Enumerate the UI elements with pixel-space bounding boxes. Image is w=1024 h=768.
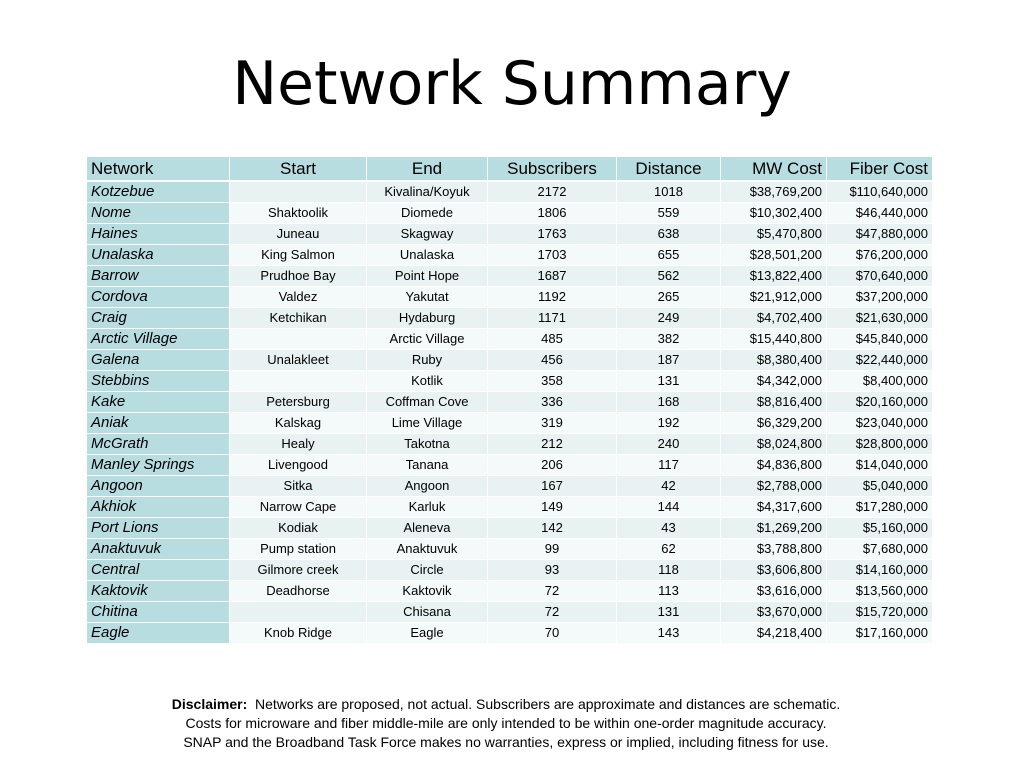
cell-end: Chisana: [367, 602, 488, 623]
cell-fiber-cost: $22,440,000: [827, 350, 933, 371]
cell-network: Galena: [87, 350, 230, 371]
cell-start: [230, 602, 367, 623]
cell-mw-cost: $13,822,400: [721, 266, 827, 287]
cell-start: Narrow Cape: [230, 497, 367, 518]
cell-fiber-cost: $14,040,000: [827, 455, 933, 476]
cell-mw-cost: $2,788,000: [721, 476, 827, 497]
cell-network: Manley Springs: [87, 455, 230, 476]
cell-network: Arctic Village: [87, 329, 230, 350]
disclaimer-line-3: SNAP and the Broadband Task Force makes no warranties, express or implied, including fitness for use.: [183, 734, 829, 750]
cell-network: Angoon: [87, 476, 230, 497]
cell-network: Eagle: [87, 623, 230, 644]
cell-end: Anaktuvuk: [367, 539, 488, 560]
cell-subscribers: 206: [488, 455, 617, 476]
cell-distance: 562: [617, 266, 721, 287]
cell-network: Aniak: [87, 413, 230, 434]
cell-end: Kivalina/Koyuk: [367, 181, 488, 203]
cell-mw-cost: $28,501,200: [721, 245, 827, 266]
cell-end: Aleneva: [367, 518, 488, 539]
column-header-distance: Distance: [617, 157, 721, 182]
cell-start: Ketchikan: [230, 308, 367, 329]
cell-subscribers: 1806: [488, 203, 617, 224]
cell-mw-cost: $15,440,800: [721, 329, 827, 350]
column-header-end: End: [367, 157, 488, 182]
cell-distance: 265: [617, 287, 721, 308]
cell-mw-cost: $8,380,400: [721, 350, 827, 371]
cell-fiber-cost: $5,160,000: [827, 518, 933, 539]
cell-start: Juneau: [230, 224, 367, 245]
table-row: [87, 497, 933, 518]
cell-distance: 131: [617, 602, 721, 623]
cell-distance: 192: [617, 413, 721, 434]
cell-network: Haines: [87, 224, 230, 245]
cell-distance: 249: [617, 308, 721, 329]
cell-network: Akhiok: [87, 497, 230, 518]
cell-mw-cost: $6,329,200: [721, 413, 827, 434]
table-header-row: [87, 157, 933, 182]
table-row: [87, 455, 933, 476]
cell-distance: 143: [617, 623, 721, 644]
disclaimer-line-2: Costs for microware and fiber middle-mile are only intended to be within one-order magnitude accuracy.: [185, 715, 827, 731]
table-row: [87, 266, 933, 287]
cell-network: Barrow: [87, 266, 230, 287]
column-header-fiber-cost: Fiber Cost: [827, 157, 933, 182]
cell-end: Coffman Cove: [367, 392, 488, 413]
cell-end: Circle: [367, 560, 488, 581]
cell-subscribers: 99: [488, 539, 617, 560]
cell-start: Valdez: [230, 287, 367, 308]
cell-subscribers: 212: [488, 434, 617, 455]
cell-mw-cost: $3,788,800: [721, 539, 827, 560]
table-row: [87, 560, 933, 581]
cell-end: Lime Village: [367, 413, 488, 434]
table-row: [87, 539, 933, 560]
cell-fiber-cost: $15,720,000: [827, 602, 933, 623]
cell-distance: 168: [617, 392, 721, 413]
cell-subscribers: 2172: [488, 181, 617, 203]
cell-end: Diomede: [367, 203, 488, 224]
cell-end: Kaktovik: [367, 581, 488, 602]
page-title: Network Summary: [232, 49, 792, 119]
cell-network: Central: [87, 560, 230, 581]
cell-start: [230, 371, 367, 392]
cell-end: Tanana: [367, 455, 488, 476]
cell-distance: 144: [617, 497, 721, 518]
cell-distance: 240: [617, 434, 721, 455]
cell-fiber-cost: $110,640,000: [827, 181, 933, 203]
cell-distance: 655: [617, 245, 721, 266]
cell-fiber-cost: $8,400,000: [827, 371, 933, 392]
cell-mw-cost: $8,024,800: [721, 434, 827, 455]
cell-mw-cost: $3,616,000: [721, 581, 827, 602]
cell-end: Angoon: [367, 476, 488, 497]
cell-subscribers: 72: [488, 581, 617, 602]
disclaimer-label: Disclaimer:: [171, 696, 248, 712]
cell-network: Kotzebue: [87, 181, 230, 203]
cell-start: Shaktoolik: [230, 203, 367, 224]
column-header-mw-cost: MW Cost: [721, 157, 827, 182]
cell-network: Nome: [87, 203, 230, 224]
cell-network: Port Lions: [87, 518, 230, 539]
cell-subscribers: 149: [488, 497, 617, 518]
cell-fiber-cost: $21,630,000: [827, 308, 933, 329]
table-row: [87, 581, 933, 602]
cell-fiber-cost: $20,160,000: [827, 392, 933, 413]
cell-subscribers: 456: [488, 350, 617, 371]
table-row: [87, 392, 933, 413]
table-row: [87, 602, 933, 623]
cell-end: Hydaburg: [367, 308, 488, 329]
cell-subscribers: 142: [488, 518, 617, 539]
disclaimer: [0, 695, 1012, 752]
cell-start: Unalakleet: [230, 350, 367, 371]
table-row: [87, 476, 933, 497]
table-row: [87, 308, 933, 329]
table-row: [87, 434, 933, 455]
cell-subscribers: 1703: [488, 245, 617, 266]
cell-end: Unalaska: [367, 245, 488, 266]
cell-start: Knob Ridge: [230, 623, 367, 644]
cell-subscribers: 358: [488, 371, 617, 392]
cell-distance: 117: [617, 455, 721, 476]
cell-start: [230, 181, 367, 203]
cell-fiber-cost: $23,040,000: [827, 413, 933, 434]
cell-end: Ruby: [367, 350, 488, 371]
cell-mw-cost: $4,342,000: [721, 371, 827, 392]
column-header-network: Network: [87, 157, 230, 182]
cell-network: Cordova: [87, 287, 230, 308]
cell-fiber-cost: $46,440,000: [827, 203, 933, 224]
cell-subscribers: 72: [488, 602, 617, 623]
cell-network: Craig: [87, 308, 230, 329]
cell-mw-cost: $1,269,200: [721, 518, 827, 539]
table-row: [87, 371, 933, 392]
network-table-container: [86, 156, 932, 644]
cell-mw-cost: $5,470,800: [721, 224, 827, 245]
cell-fiber-cost: $37,200,000: [827, 287, 933, 308]
cell-subscribers: 167: [488, 476, 617, 497]
network-summary-table: [86, 156, 933, 644]
cell-mw-cost: $4,218,400: [721, 623, 827, 644]
cell-end: Point Hope: [367, 266, 488, 287]
cell-distance: 559: [617, 203, 721, 224]
cell-end: Yakutat: [367, 287, 488, 308]
cell-network: Stebbins: [87, 371, 230, 392]
cell-network: McGrath: [87, 434, 230, 455]
cell-network: Unalaska: [87, 245, 230, 266]
cell-distance: 118: [617, 560, 721, 581]
cell-start: King Salmon: [230, 245, 367, 266]
cell-fiber-cost: $47,880,000: [827, 224, 933, 245]
table-body: [87, 181, 933, 644]
cell-start: [230, 329, 367, 350]
table-row: [87, 287, 933, 308]
cell-distance: 42: [617, 476, 721, 497]
cell-end: Kotlik: [367, 371, 488, 392]
cell-fiber-cost: $45,840,000: [827, 329, 933, 350]
column-header-start: Start: [230, 157, 367, 182]
cell-distance: 62: [617, 539, 721, 560]
cell-mw-cost: $21,912,000: [721, 287, 827, 308]
cell-start: Gilmore creek: [230, 560, 367, 581]
cell-start: Pump station: [230, 539, 367, 560]
cell-distance: 131: [617, 371, 721, 392]
table-row: [87, 181, 933, 203]
cell-subscribers: 485: [488, 329, 617, 350]
cell-fiber-cost: $28,800,000: [827, 434, 933, 455]
cell-subscribers: 336: [488, 392, 617, 413]
cell-end: Skagway: [367, 224, 488, 245]
cell-network: Kaktovik: [87, 581, 230, 602]
cell-mw-cost: $8,816,400: [721, 392, 827, 413]
cell-subscribers: 1171: [488, 308, 617, 329]
cell-distance: 43: [617, 518, 721, 539]
cell-fiber-cost: $17,280,000: [827, 497, 933, 518]
table-row: [87, 203, 933, 224]
cell-mw-cost: $10,302,400: [721, 203, 827, 224]
cell-distance: 187: [617, 350, 721, 371]
cell-start: Petersburg: [230, 392, 367, 413]
table-row: [87, 245, 933, 266]
disclaimer-text-1: Networks are proposed, not actual. Subscribers are approximate and distances are schematic.: [255, 696, 841, 712]
cell-fiber-cost: $76,200,000: [827, 245, 933, 266]
cell-network: Chitina: [87, 602, 230, 623]
cell-start: Kodiak: [230, 518, 367, 539]
cell-subscribers: 70: [488, 623, 617, 644]
column-header-subscribers: Subscribers: [488, 157, 617, 182]
cell-start: Kalskag: [230, 413, 367, 434]
cell-start: Sitka: [230, 476, 367, 497]
cell-network: Anaktuvuk: [87, 539, 230, 560]
cell-fiber-cost: $14,160,000: [827, 560, 933, 581]
cell-start: Deadhorse: [230, 581, 367, 602]
cell-end: Arctic Village: [367, 329, 488, 350]
disclaimer-line-1: [0, 695, 1012, 714]
cell-mw-cost: $4,702,400: [721, 308, 827, 329]
cell-mw-cost: $3,670,000: [721, 602, 827, 623]
cell-start: Healy: [230, 434, 367, 455]
cell-subscribers: 93: [488, 560, 617, 581]
cell-subscribers: 1763: [488, 224, 617, 245]
cell-fiber-cost: $70,640,000: [827, 266, 933, 287]
table-row: [87, 623, 933, 644]
cell-fiber-cost: $13,560,000: [827, 581, 933, 602]
table-row: [87, 329, 933, 350]
cell-subscribers: 1192: [488, 287, 617, 308]
cell-start: Livengood: [230, 455, 367, 476]
cell-start: Prudhoe Bay: [230, 266, 367, 287]
cell-end: Eagle: [367, 623, 488, 644]
table-row: [87, 224, 933, 245]
cell-mw-cost: $4,317,600: [721, 497, 827, 518]
cell-mw-cost: $4,836,800: [721, 455, 827, 476]
cell-fiber-cost: $5,040,000: [827, 476, 933, 497]
cell-fiber-cost: $17,160,000: [827, 623, 933, 644]
table-row: [87, 518, 933, 539]
cell-subscribers: 319: [488, 413, 617, 434]
cell-end: Karluk: [367, 497, 488, 518]
cell-mw-cost: $3,606,800: [721, 560, 827, 581]
cell-distance: 382: [617, 329, 721, 350]
table-row: [87, 413, 933, 434]
table-row: [87, 350, 933, 371]
cell-distance: 1018: [617, 181, 721, 203]
cell-fiber-cost: $7,680,000: [827, 539, 933, 560]
cell-distance: 638: [617, 224, 721, 245]
cell-network: Kake: [87, 392, 230, 413]
cell-end: Takotna: [367, 434, 488, 455]
cell-subscribers: 1687: [488, 266, 617, 287]
cell-distance: 113: [617, 581, 721, 602]
cell-mw-cost: $38,769,200: [721, 181, 827, 203]
